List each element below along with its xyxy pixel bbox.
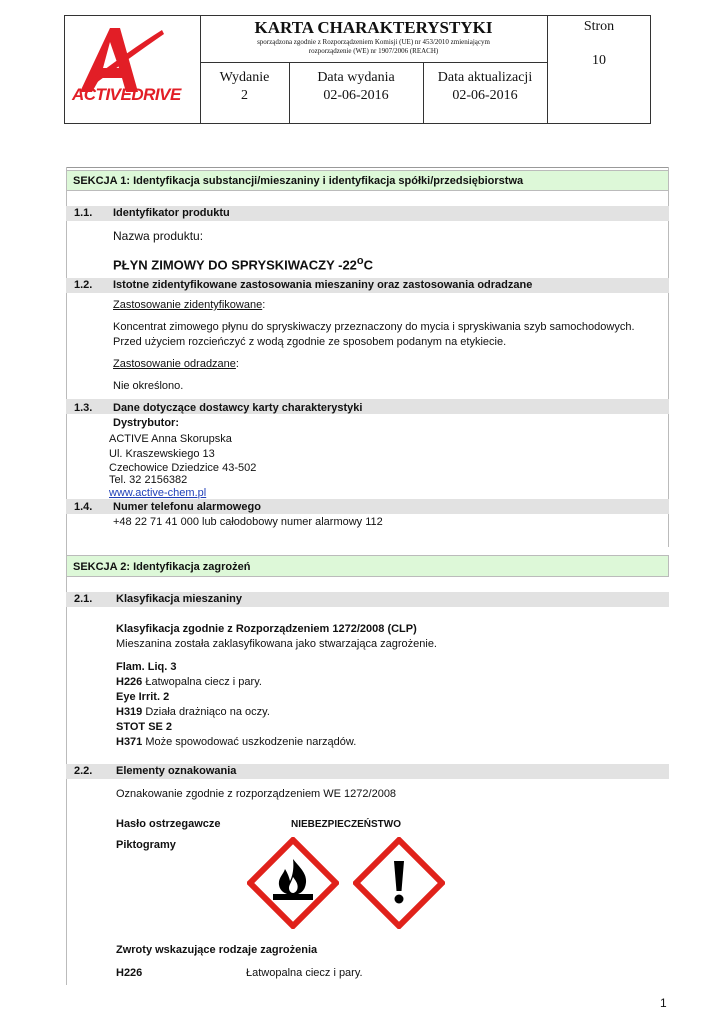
hazard-code: H319: [116, 706, 143, 718]
signal-word-value: NIEBEZPIECZEŃSTWO: [291, 819, 402, 830]
labelling-text: Oznakowanie zgodnie z rozporządzeniem WE 1272/2008: [116, 788, 397, 800]
hazard-code: H226: [116, 676, 143, 688]
subsection-title: Dane dotyczące dostawcy karty charakterystyki: [113, 402, 363, 414]
hazard-code: H371: [116, 736, 143, 748]
hazard-statement: [116, 736, 356, 748]
hazard-text: Może spowodować uszkodzenie narządów.: [142, 736, 357, 748]
identified-use-heading: [113, 299, 265, 311]
clp-heading: Klasyfikacja zgodnie z Rozporządzeniem 1272/2008 (CLP): [116, 623, 417, 635]
subsection-number: 1.3.: [74, 402, 93, 414]
identified-use-text: Koncentrat zimowego płynu do spryskiwaczy przeznaczony do mycia i spryskiwania szyb samochodowych.: [113, 321, 635, 333]
hazard-statement: [116, 676, 262, 688]
clp-text: Mieszanina została zaklasyfikowana jako stwarzająca zagrożenie.: [116, 638, 437, 650]
emergency-phone: +48 22 71 41 000 lub całodobowy numer alarmowy 112: [113, 516, 383, 528]
content-top-rule: [66, 167, 669, 168]
update-date-value: 02-06-2016: [452, 88, 518, 103]
pages-label: Stron: [583, 19, 615, 34]
hazard-row-text: Łatwopalna ciecz i pary.: [246, 967, 363, 979]
product-name-degree: o: [356, 255, 364, 267]
subsection-2-1: [66, 592, 669, 607]
hazard-class: STOT SE 2: [116, 721, 173, 733]
ghs02-flame-pictogram: [247, 837, 339, 929]
hazard-text: Działa drażniąco na oczy.: [142, 706, 270, 718]
hazard-row-code: H226: [116, 967, 143, 979]
product-name-label: Nazwa produktu:: [113, 229, 204, 243]
page-number: 1: [660, 996, 667, 1010]
distributor-line: Ul. Kraszewskiego 13: [109, 448, 215, 460]
distributor-label: Dystrybutor:: [113, 417, 180, 429]
distributor-line: Czechowice Dziedzice 43-502: [109, 462, 257, 474]
hazard-class: Flam. Liq. 3: [116, 661, 177, 673]
flame-icon: [247, 837, 339, 929]
ghs07-exclamation-pictogram: [353, 837, 445, 929]
subsection-1-2: [66, 278, 669, 293]
subsection-number: 2.2.: [74, 765, 93, 777]
label-colon: :: [235, 358, 239, 370]
document-title: KARTA CHARAKTERYSTYKI: [254, 18, 493, 37]
product-name-main: PŁYN ZIMOWY DO SPRYSKIWACZY -22: [113, 257, 357, 273]
section-2-header: SEKCJA 2: Identyfikacja zagrożeń: [66, 555, 669, 577]
issue-date-label: Data wydania: [317, 70, 395, 85]
product-name-unit: C: [363, 257, 374, 273]
advised-against-value: Nie określono.: [113, 380, 184, 392]
distributor-line: ACTIVE Anna Skorupska: [109, 433, 232, 445]
exclamation-icon: [353, 837, 445, 929]
hazard-statements-label: Zwroty wskazujące rodzaje zagrożenia: [116, 944, 318, 956]
hazard-statement: [116, 706, 270, 718]
edition-label: Wydanie: [219, 70, 270, 85]
subsection-title: Istotne zidentyfikowane zastosowania mieszaniny oraz zastosowania odradzane: [113, 279, 533, 291]
pages-value: 10: [592, 53, 606, 68]
subsection-1-1: [66, 206, 669, 221]
logo-a-icon: [70, 20, 196, 120]
hazard-class: Eye Irrit. 2: [116, 691, 170, 703]
signal-word-label: Hasło ostrzegawcze: [116, 818, 221, 830]
hazard-text: Łatwopalna ciecz i pary.: [142, 676, 262, 688]
subsection-2-2: [66, 764, 669, 779]
edition-value: 2: [241, 88, 248, 103]
subsection-number: 1.2.: [74, 279, 93, 291]
brand-wordmark: ACTIVEDRIVE: [72, 85, 181, 104]
document-subtitle: sporządzona zgodnie z Rozporządzeniem Komisji (UE) nr 453/2010 zmieniającym: [257, 38, 490, 46]
subsection-number: 2.1.: [74, 593, 93, 605]
update-date-label: Data aktualizacji: [437, 70, 533, 85]
subsection-number: 1.1.: [74, 207, 93, 219]
document-subtitle: rozporządzenie (WE) nr 1907/2006 (REACH): [308, 47, 439, 55]
issue-date-value: 02-06-2016: [323, 88, 389, 103]
subsection-1-4: [66, 499, 669, 514]
subsection-title: Elementy oznakowania: [116, 765, 237, 777]
subsection-title: Numer telefonu alarmowego: [113, 501, 261, 513]
company-logo: [70, 20, 196, 120]
product-name: [113, 255, 373, 272]
advised-against-label: Zastosowanie odradzane: [113, 358, 236, 370]
distributor-website-link[interactable]: www.active-chem.pl: [109, 487, 207, 499]
identified-use-text: Przed użyciem rozcieńczyć z wodą zgodnie ze sposobem podanym na etykiecie.: [113, 336, 507, 348]
subsection-number: 1.4.: [74, 501, 93, 513]
section-1-header: SEKCJA 1: Identyfikacja substancji/mieszaniny i identyfikacja spółki/przedsiębiorstwa: [66, 170, 669, 191]
identified-use-label: Zastosowanie zidentyfikowane: [113, 299, 263, 311]
subsection-1-3: [66, 399, 669, 414]
subsection-title: Identyfikator produktu: [113, 207, 230, 219]
advised-against-heading: [113, 358, 239, 370]
header-divider: [200, 62, 547, 63]
content-right-rule: [668, 167, 669, 547]
subsection-title: Klasyfikacja mieszaniny: [116, 593, 242, 605]
pictograms-label: Piktogramy: [116, 839, 176, 851]
label-colon: :: [262, 299, 266, 311]
distributor-line: Tel. 32 2156382: [109, 474, 188, 486]
